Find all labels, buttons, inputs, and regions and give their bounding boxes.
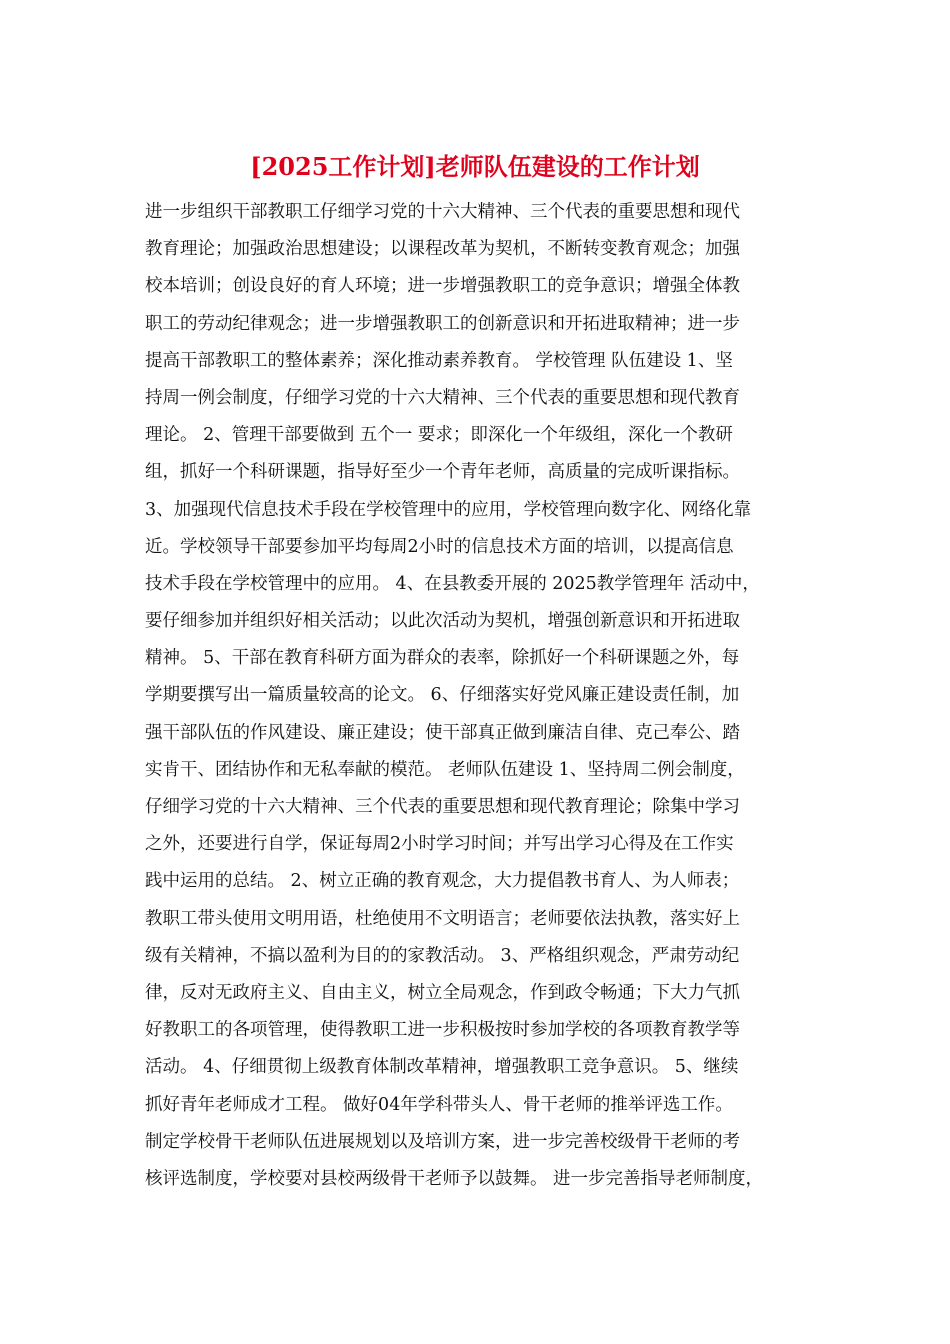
body-line: 持周一例会制度，仔细学习党的十六大精神、三个代表的重要思想和现代教育 — [145, 387, 740, 408]
body-line: 制定学校骨干老师队伍进展规划以及培训方案，进一步完善校级骨干老师的考 — [145, 1131, 740, 1152]
body-line: 精神。 5、干部在教育科研方面为群众的表率，除抓好一个科研课题之外，每 — [145, 648, 740, 669]
document-body — [145, 194, 825, 1198]
body-line: 仔细学习党的十六大精神、三个代表的重要思想和现代教育理论；除集中学习 — [145, 797, 740, 817]
body-line: 核评选制度，学校要对县校两级骨干老师予以鼓舞。 进一步完善指导老师制度， — [145, 1168, 764, 1189]
body-line: 教育理论；加强政治思想建设；以课程改革为契机，不断转变教育观念；加强 — [145, 239, 740, 260]
body-line: 好教职工的各项管理，使得教职工进一步积极按时参加学校的各项教育教学等 — [145, 1020, 740, 1041]
body-line: 之外，还要进行自学，保证每周2小时学习时间；并写出学习心得及在工作实 — [145, 834, 734, 855]
body-line: 抓好青年老师成才工程。 做好04年学科带头人、骨干老师的推举评选工作。 — [145, 1094, 733, 1115]
body-line: 近。学校领导干部要参加平均每周2小时的信息技术方面的培训，以提高信息 — [145, 536, 734, 557]
document-title: [2025工作计划]老师队伍建设的工作计划 — [250, 152, 700, 181]
body-line: 组，抓好一个科研课题，指导好至少一个青年老师，高质量的完成听课指标。 — [145, 462, 740, 483]
body-line: 学期要撰写出一篇质量较高的论文。 6、仔细落实好党风廉正建设责任制，加 — [145, 685, 740, 706]
body-line: 要仔细参加并组织好相关活动；以此次活动为契机，增强创新意识和开拓进取 — [145, 611, 740, 632]
body-line: 进一步组织干部教职工仔细学习党的十六大精神、三个代表的重要思想和现代 — [145, 202, 740, 222]
body-line: 强干部队伍的作风建设、廉正建设；使干部真正做到廉洁自律、克己奉公、踏 — [145, 722, 740, 743]
body-line: 理论。 2、管理干部要做到 五个一 要求；即深化一个年级组，深化一个教研 — [145, 425, 733, 446]
body-line: 提高干部教职工的整体素养；深化推动素养教育。 学校管理 队伍建设 1、坚 — [145, 350, 733, 371]
body-line: 3、加强现代信息技术手段在学校管理中的应用，学校管理向数字化、网络化靠 — [145, 499, 752, 520]
body-line: 践中运用的总结。 2、树立正确的教育观念，大力提倡教书育人、为人师表； — [145, 871, 740, 892]
body-line: 活动。 4、仔细贯彻上级教育体制改革精神，增强教职工竞争意识。 5、继续 — [145, 1057, 739, 1078]
body-line: 律，反对无政府主义、自由主义，树立全局观念，作到政令畅通；下大力气抓 — [145, 982, 740, 1003]
body-line: 教职工带头使用文明用语，杜绝使用不文明语言；老师要依法执教，落实好上 — [145, 908, 740, 929]
body-line: 级有关精神，不搞以盈利为目的的家教活动。 3、严格组织观念，严肃劳动纪 — [145, 945, 740, 966]
body-line: 职工的劳动纪律观念；进一步增强教职工的创新意识和开拓进取精神；进一步 — [145, 313, 740, 334]
body-line: 校本培训；创设良好的育人环境；进一步增强教职工的竞争意识；增强全体教 — [145, 276, 740, 297]
body-line: 实肯干、团结协作和无私奉献的模范。 老师队伍建设 1、坚持周二例会制度， — [145, 759, 745, 780]
body-line: 技术手段在学校管理中的应用。 4、在县教委开展的 2025教学管理年 活动中， — [145, 573, 760, 594]
